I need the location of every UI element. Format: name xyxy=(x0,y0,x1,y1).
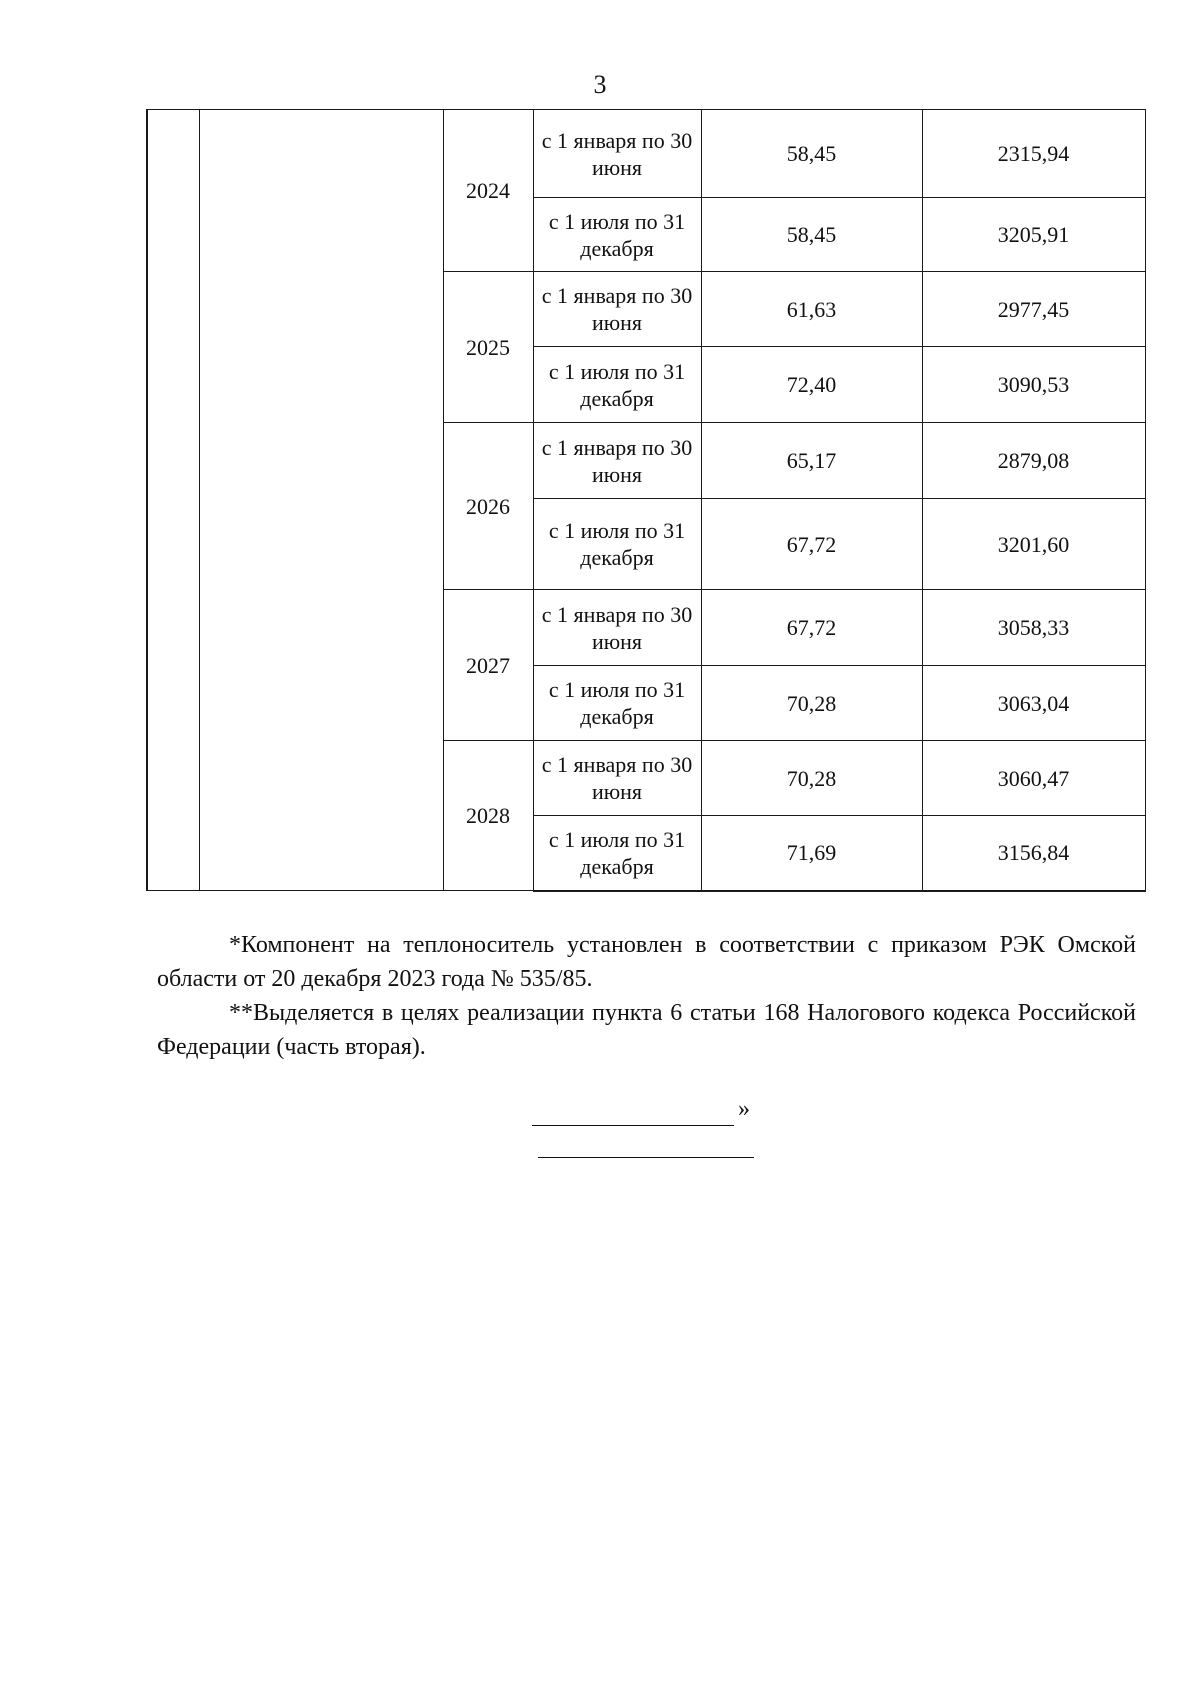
footnote-coolant: *Компонент на теплоноситель установлен в соответствии с приказом РЭК Омской области от 20 декабря 2023 года № 535/85. xyxy=(157,932,1136,992)
footnote-tax-code: **Выделяется в целях реализации пункта 6 статьи 168 Налогового кодекса Российской Федерации (часть вторая). xyxy=(157,1000,1136,1060)
year-cell: 2026 xyxy=(443,423,533,590)
empty-name-cell xyxy=(199,110,443,891)
year-cell: 2028 xyxy=(443,741,533,891)
value1-cell: 67,72 xyxy=(701,590,922,666)
value1-cell: 58,45 xyxy=(701,110,922,198)
signature-line xyxy=(532,1099,734,1126)
empty-number-cell xyxy=(147,110,199,891)
signature-line-lower xyxy=(538,1131,754,1158)
year-cell: 2025 xyxy=(443,272,533,423)
period-cell: с 1 января по 30 июня xyxy=(533,272,701,347)
period-cell: с 1 января по 30 июня xyxy=(533,110,701,198)
value1-cell: 67,72 xyxy=(701,499,922,590)
value2-cell: 2879,08 xyxy=(922,423,1145,499)
value1-cell: 65,17 xyxy=(701,423,922,499)
footnotes xyxy=(157,928,1136,1064)
year-cell: 2024 xyxy=(443,110,533,272)
value2-cell: 3090,53 xyxy=(922,347,1145,423)
value1-cell: 70,28 xyxy=(701,741,922,816)
value2-cell: 3156,84 xyxy=(922,816,1145,891)
value2-cell: 3058,33 xyxy=(922,590,1145,666)
period-cell: с 1 июля по 31 декабря xyxy=(533,198,701,272)
period-cell: с 1 июля по 31 декабря xyxy=(533,499,701,590)
value1-cell: 61,63 xyxy=(701,272,922,347)
year-cell: 2027 xyxy=(443,590,533,741)
value2-cell: 2315,94 xyxy=(922,110,1145,198)
value1-cell: 58,45 xyxy=(701,198,922,272)
value1-cell: 72,40 xyxy=(701,347,922,423)
value1-cell: 71,69 xyxy=(701,816,922,891)
value2-cell: 2977,45 xyxy=(922,272,1145,347)
period-cell: с 1 января по 30 июня xyxy=(533,423,701,499)
period-cell: с 1 января по 30 июня xyxy=(533,590,701,666)
period-cell: с 1 января по 30 июня xyxy=(533,741,701,816)
value1-cell: 70,28 xyxy=(701,666,922,741)
tariff-table xyxy=(146,109,1146,892)
period-cell: с 1 июля по 31 декабря xyxy=(533,666,701,741)
value2-cell: 3063,04 xyxy=(922,666,1145,741)
value2-cell: 3201,60 xyxy=(922,499,1145,590)
page-number: 3 xyxy=(593,70,607,99)
value2-cell: 3060,47 xyxy=(922,741,1145,816)
period-cell: с 1 июля по 31 декабря xyxy=(533,816,701,891)
value2-cell: 3205,91 xyxy=(922,198,1145,272)
period-cell: с 1 июля по 31 декабря xyxy=(533,347,701,423)
closing-quote: » xyxy=(738,1096,750,1122)
